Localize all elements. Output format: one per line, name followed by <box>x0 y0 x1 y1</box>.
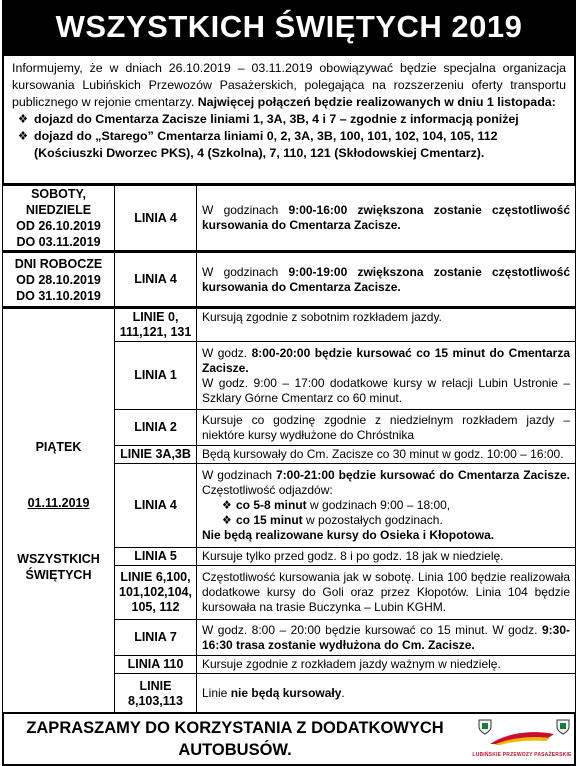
desc-cell <box>197 342 576 410</box>
linia-cell: LINIA 4 <box>115 186 197 252</box>
desc-cell: Będą kursowały do Cm. Zacisze co 30 minut w godz. 10:00 – 16:00. <box>197 446 576 464</box>
footer-invitation <box>4 717 466 761</box>
period-occasion: ŚWIĘTYCH <box>25 568 92 582</box>
linia-cell: LINIA 5 <box>115 548 197 566</box>
period-friday <box>3 308 115 714</box>
logo-label: LUBIŃSKIE PRZEWOZY PASAŻERSKIE <box>472 752 572 758</box>
period-day: PIĄTEK <box>35 440 82 454</box>
desc-bold: 9:30-16:30 trasa zostanie wydłużona do Cm. Zacisze. <box>202 622 570 652</box>
four-diamond-bullet-icon: ❖ <box>18 112 28 126</box>
linia-cell: LINIA 110 <box>115 656 197 674</box>
period-workdays <box>3 252 115 308</box>
lpp-bus-logo-icon <box>488 728 556 746</box>
poster-title: WSZYSTKICH ŚWIĘTYCH 2019 <box>2 0 576 54</box>
period-line: OD 28.10.2019 <box>16 272 101 287</box>
period-line: DO 03.11.2019 <box>16 235 101 249</box>
desc-bold: nie będą kursowały <box>230 686 342 700</box>
intro-text: Informujemy, że w dniach 26.10.2019 – 03.11.2019 obowiązywać będzie specjalna organizacja kursowania Lubińskich Przewozów Pasażerskich, polegająca na rozszerzeniu oferty transportu publicznego w rejonie cmentarzy. <box>12 61 566 109</box>
desc-cell: Częstotliwość kursowania jak w sobotę. Linia 100 będzie realizowała dodatkowe kursy do Goli oraz przez Kłopotów. Linia 104 będzie kursowała na trasie Buczynka – Lubin KGHM. <box>197 566 576 620</box>
bullet-zacisze <box>12 111 566 128</box>
desc-text: W godz. <box>202 345 248 360</box>
desc-cell <box>197 186 576 252</box>
desc-para <box>202 346 570 376</box>
period-date: 01.11.2019 <box>27 496 90 510</box>
desc-text: W godzinach <box>202 468 273 482</box>
desc-text: W godzinach <box>202 264 279 279</box>
lpp-logo <box>470 716 574 762</box>
desc-bold: 7:00-21:00 będzie kursować do Cmentarza Zacisze. <box>276 468 570 482</box>
intro-box <box>2 54 576 185</box>
period-line: SOBOTY, <box>31 187 86 201</box>
frequency-text: w godzinach 9:00 – 18:00, <box>310 498 451 512</box>
frequency-bold: co 15 minut <box>236 513 303 527</box>
desc-cell: Kursuje co godzinę zgodnie z niedzielnym rozkładem jazdy – niektóre kursy wydłużone do Chróstnika <box>197 410 576 446</box>
city-crest-icon <box>556 719 570 735</box>
linia-cell: LINIE 3A,3B <box>115 446 197 464</box>
frequency-item <box>202 513 570 528</box>
linia-cell: LINIA 4 <box>115 252 197 308</box>
four-diamond-bullet-icon: ❖ <box>222 513 232 527</box>
frequency-item <box>202 498 570 513</box>
footer-box <box>2 712 576 766</box>
desc-cell <box>197 620 576 656</box>
footer-line: ZAPRASZAMY DO KORZYSTANIA Z DODATKOWYCH <box>26 719 444 737</box>
desc-cell: Kursują zgodnie z sobotnim rozkładem jazdy. <box>197 308 576 342</box>
desc-cell <box>197 464 576 548</box>
desc-text: W godz. 8:00 – 20:00 będzie kursować co 15 minut. W godz. <box>202 622 538 637</box>
frequency-text: w pozostałych godzinach. <box>306 513 443 527</box>
linia-cell: LINIA 2 <box>115 410 197 446</box>
desc-text: Linie <box>202 686 228 700</box>
bullet-stary <box>12 128 566 162</box>
schedule-table <box>2 185 576 714</box>
linia-cell: LINIA 1 <box>115 342 197 410</box>
period-line: OD 26.10.2019 <box>16 219 101 233</box>
linia-cell: LINIE 8,103,113 <box>115 674 197 714</box>
bullet-zacisze-text: dojazd do Cmentarza Zacisze liniami 1, 3A, 3B, 4 i 7 – zgodnie z informacją poniżej <box>34 112 519 126</box>
desc-cell <box>197 252 576 308</box>
bullet-stary-text: dojazd do „Starego” Cmentarza liniami 0, 2, 3A, 3B, 100, 101, 102, 104, 105, 112 (Kościuszki Dworzec PKS), 4 (Szkolna), 7, 110, 121 (Skłodowskiej Cmentarz). <box>34 129 498 160</box>
period-occasion: WSZYSTKICH <box>17 552 100 566</box>
period-line: DNI ROBOCZE <box>14 256 103 271</box>
period-weekend <box>3 186 115 252</box>
desc-cell: Kursuje zgodnie z rozkładem jazdy ważnym w niedzielę. <box>197 656 576 674</box>
intro-bold-text: Najwięcej połączeń będzie realizowanych w dniu 1 listopada: <box>197 95 556 109</box>
desc-text: W godz. 9:00 – 17:00 dodatkowe kursy w relacji Lubin Ustronie – Szklary Górne Cmentarz co 60 minut. <box>202 375 570 405</box>
desc-text: W godzinach <box>202 203 279 217</box>
period-line: NIEDZIELE <box>25 203 92 217</box>
desc-cell: Kursuje tylko przed godz. 8 i po godz. 18 jak w niedzielę. <box>197 548 576 566</box>
linia-cell: LINIE 6,100, 101,102,104, 105, 112 <box>115 566 197 620</box>
linia-cell: LINIE 0, 111,121, 131 <box>115 308 197 342</box>
desc-bold: Nie będą realizowane kursy do Osieka i Kłopotowa. <box>202 528 495 542</box>
desc-bold: 9:00-19:00 zwiększona zostanie częstotliwość kursowania do Cmentarza Zacisze. <box>202 264 571 294</box>
intro-paragraph <box>12 60 566 111</box>
four-diamond-bullet-icon: ❖ <box>222 498 232 512</box>
desc-para <box>202 468 570 498</box>
desc-text: . <box>341 686 345 700</box>
desc-text: Częstotliwość odjazdów: <box>202 483 333 497</box>
frequency-bold: co 5-8 minut <box>236 498 307 512</box>
desc-cell <box>197 674 576 714</box>
linia-cell: LINIA 4 <box>115 464 197 548</box>
period-line: DO 31.10.2019 <box>16 288 101 303</box>
four-diamond-bullet-icon: ❖ <box>18 129 28 143</box>
desc-bold: 9:00-16:00 zwiększona zostanie częstotliwość kursowania do Cmentarza Zacisze. <box>202 203 571 232</box>
footer-line: AUTOBUSÓW. <box>178 741 292 759</box>
linia-cell: LINIA 7 <box>115 620 197 656</box>
desc-bold: 8:00-20:00 będzie kursować co 15 minut do Cmentarza Zacisze. <box>202 345 571 375</box>
